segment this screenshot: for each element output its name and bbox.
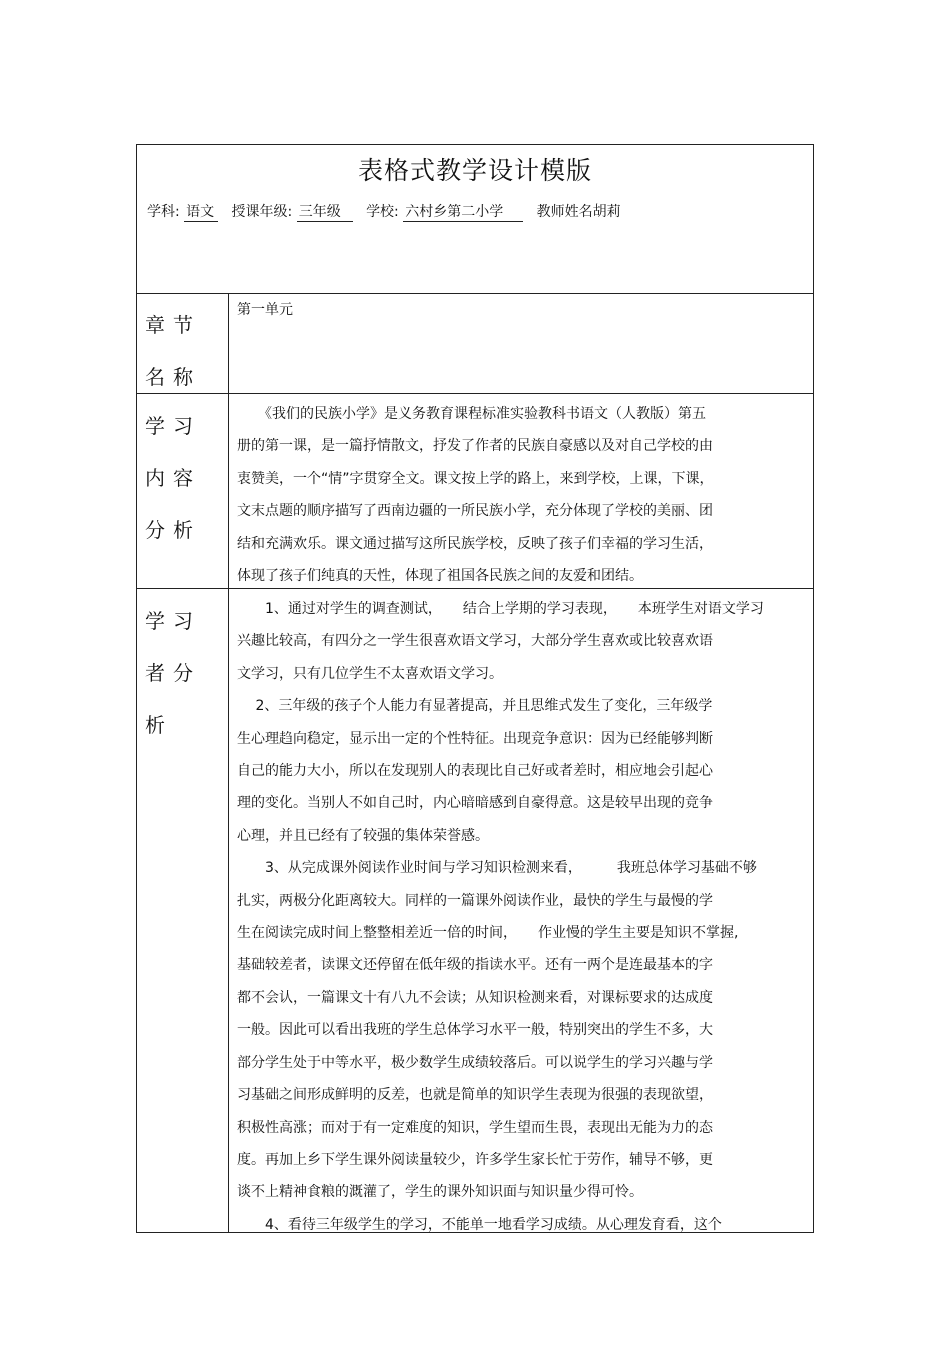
text-line: 3、从完成课外阅读作业时间与学习知识检测来看， 我班总体学习基础不够 [237, 860, 757, 877]
text-line: 部分学生处于中等水平，极少数学生成绩较落后。可以说学生的学习兴趣与学 [237, 1054, 713, 1071]
text-line: 扎实，两极分化距离较大。同样的一篇课外阅读作业，最快的学生与最慢的学 [237, 892, 713, 909]
content-analysis-label: 学习内容分析 [145, 414, 201, 542]
text-line: 度。再加上乡下学生课外阅读量较少，许多学生家长忙于劳作，辅导不够，更 [237, 1151, 713, 1168]
text-line: 1、通过对学生的调查测试， 结合上学期的学习表现， 本班学生对语文学习 [237, 601, 764, 617]
text-line: 理的变化。当别人不如自己时，内心暗暗感到自豪得意。这是较早出现的竞争 [237, 795, 713, 812]
subject-value: 语文 [184, 201, 218, 222]
text-line: 生在阅读完成时间上整整相差近一倍的时间， 作业慢的学生主要是知识不掌握, [237, 925, 739, 942]
text-line: 体现了孩子们纯真的天性，体现了祖国各民族之间的友爱和团结。 [237, 568, 643, 585]
text-line: 4、看待三年级学生的学习，不能单一地看学习成绩。从心理发育看，这个 [237, 1216, 722, 1233]
text-line: 《我们的民族小学》是义务教育课程标准实验教科书语文（人教版）第五 [237, 406, 706, 422]
text-line: 都不会认，一篇课文十有八九不会读；从知识检测来看，对课标要求的达成度 [237, 989, 713, 1006]
text-line: 一般。因此可以看出我班的学生总体学习水平一般，特别突出的学生不多，大 [237, 1022, 713, 1039]
header-section [137, 145, 813, 294]
content-analysis-row [137, 394, 813, 589]
text-line: 兴趣比较高，有四分之一学生很喜欢语文学习，大部分学生喜欢或比较喜欢语 [237, 633, 713, 650]
text-line: 基础较差者，读课文还停留在低年级的指读水平。还有一两个是连最基本的字 [237, 957, 713, 974]
chapter-label: 章节名称 [145, 313, 201, 389]
chapter-value: 第一单元 [237, 302, 293, 318]
text-line: 衷赞美，一个“情”字贯穿全文。课文按上学的路上，来到学校，上课，下课， [237, 470, 714, 487]
grade-label: 授课年级: [231, 204, 293, 220]
learner-analysis-text [237, 593, 797, 1241]
text-line: 自己的能力大小，所以在发现别人的表现比自己好或者差时，相应地会引起心 [237, 763, 713, 780]
learner-analysis-label: 学习者分析 [145, 609, 201, 737]
content-analysis-text [237, 398, 797, 592]
school-label: 学校: [366, 204, 399, 220]
lesson-design-table [136, 144, 814, 1233]
text-line: 积极性高涨；而对于有一定难度的知识，学生望而生畏，表现出无能为力的态 [237, 1119, 713, 1136]
text-line: 习基础之间形成鲜明的反差，也就是简单的知识学生表现为很强的表现欲望， [237, 1087, 713, 1104]
text-line: 册的第一课，是一篇抒情散文，抒发了作者的民族自豪感以及对自己学校的由 [237, 438, 713, 455]
text-line: 结和充满欢乐。课文通过描写这所民族学校，反映了孩子们幸福的学习生活， [237, 535, 713, 552]
text-line: 谈不上精神食粮的溉灌了，学生的课外知识面与知识量少得可怜。 [237, 1184, 643, 1201]
text-line: 生心理趋向稳定，显示出一定的个性特征。出现竞争意识：因为已经能够判断 [237, 730, 713, 747]
text-line: 文学习，只有几位学生不太喜欢语文学习。 [237, 665, 503, 682]
school-value: 六村乡第二小学 [403, 201, 523, 222]
chapter-row [137, 293, 813, 394]
learner-analysis-row [137, 589, 813, 1234]
page-title: 表格式教学设计模版 [357, 156, 592, 185]
teacher-label: 教师姓名胡莉 [536, 204, 621, 220]
text-line: 2、三年级的孩子个人能力有显著提高，并且思维式发生了变化，三年级学 [237, 698, 713, 715]
text-line: 心理，并且已经有了较强的集体荣誉感。 [237, 827, 489, 844]
subject-label: 学科: [147, 204, 180, 220]
grade-value: 三年级 [297, 201, 353, 222]
info-line [147, 201, 621, 222]
text-line: 文末点题的顺序描写了西南边疆的一所民族小学，充分体现了学校的美丽、团 [237, 503, 713, 520]
